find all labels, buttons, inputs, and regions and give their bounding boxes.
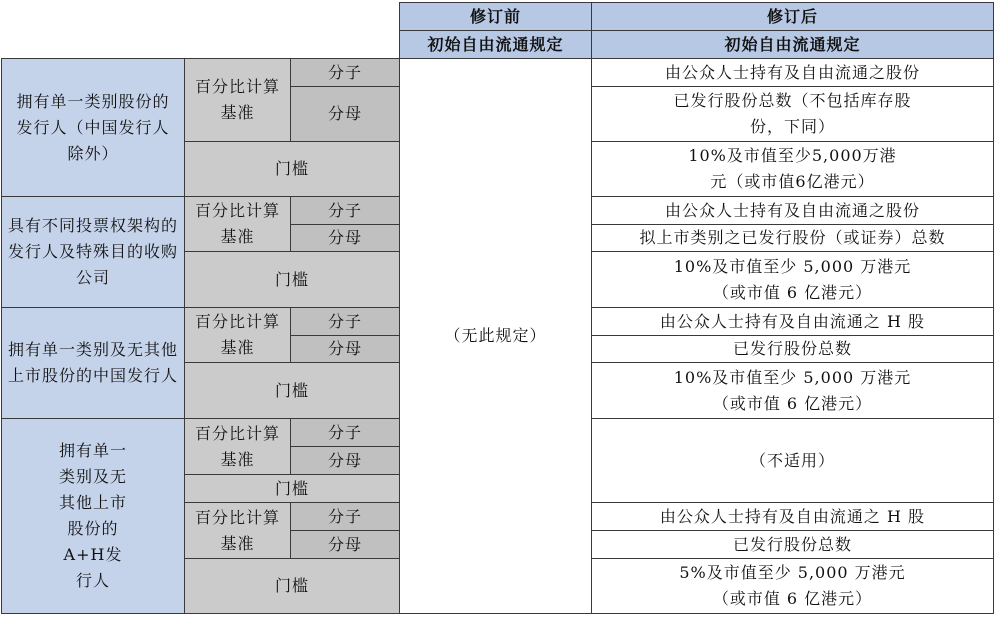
numerator-label: 分子 [291, 308, 400, 336]
denominator-label: 分母 [291, 225, 400, 252]
numerator-label: 分子 [291, 59, 400, 87]
denominator-label: 分母 [291, 531, 400, 559]
header-after-sub: 初始自由流通规定 [592, 31, 994, 59]
numerator-label: 分子 [291, 419, 400, 447]
calc-basis-label: 百分比计算基准 [185, 503, 291, 559]
header-blank [2, 3, 400, 31]
header-before-sub: 初始自由流通规定 [400, 31, 592, 59]
after-threshold: 10%及市值至少 5,000 万港元（或市值 6 亿港元） [592, 252, 994, 308]
after-numerator: 由公众人士持有及自由流通之股份 [592, 59, 994, 87]
calc-basis-label: 百分比计算基准 [185, 308, 291, 363]
issuer-cell-1: 拥有单一类别股份的发行人（中国发行人除外） [2, 59, 185, 197]
after-not-applicable: （不适用） [592, 419, 994, 503]
threshold-label: 门槛 [185, 142, 400, 197]
after-denominator: 已发行股份总数（不包括库存股份，下同） [592, 87, 994, 142]
after-threshold: 5%及市值至少 5,000 万港元（或市值 6 亿港元） [592, 559, 994, 614]
threshold-label: 门槛 [185, 475, 400, 503]
denominator-label: 分母 [291, 87, 400, 142]
after-threshold: 10%及市值至少5,000万港元（或市值6亿港元） [592, 142, 994, 197]
threshold-label: 门槛 [185, 252, 400, 308]
threshold-label: 门槛 [185, 559, 400, 614]
header-blank-2 [2, 31, 400, 59]
after-denominator: 拟上市类别之已发行股份（或证券）总数 [592, 225, 994, 252]
before-value: （无此规定） [400, 59, 592, 614]
header-after: 修订后 [592, 3, 994, 31]
numerator-label: 分子 [291, 503, 400, 531]
numerator-label: 分子 [291, 197, 400, 225]
denominator-label: 分母 [291, 336, 400, 363]
after-denominator: 已发行股份总数 [592, 336, 994, 363]
calc-basis-label: 百分比计算基准 [185, 197, 291, 252]
issuer-cell-2: 具有不同投票权架构的发行人及特殊目的收购公司 [2, 197, 185, 308]
threshold-label: 门槛 [185, 363, 400, 419]
after-denominator: 已发行股份总数 [592, 531, 994, 559]
after-numerator: 由公众人士持有及自由流通之 H 股 [592, 503, 994, 531]
free-float-comparison-table [1, 2, 994, 614]
issuer-cell-3: 拥有单一类别及无其他上市股份的中国发行人 [2, 308, 185, 419]
header-before: 修订前 [400, 3, 592, 31]
denominator-label: 分母 [291, 447, 400, 475]
after-numerator: 由公众人士持有及自由流通之股份 [592, 197, 994, 225]
after-numerator: 由公众人士持有及自由流通之 H 股 [592, 308, 994, 336]
issuer-cell-4: 拥有单一类别及无其他上市股份的A+H发行人 [2, 419, 185, 614]
calc-basis-label: 百分比计算基准 [185, 59, 291, 142]
after-threshold: 10%及市值至少 5,000 万港元（或市值 6 亿港元） [592, 363, 994, 419]
calc-basis-label: 百分比计算基准 [185, 419, 291, 475]
